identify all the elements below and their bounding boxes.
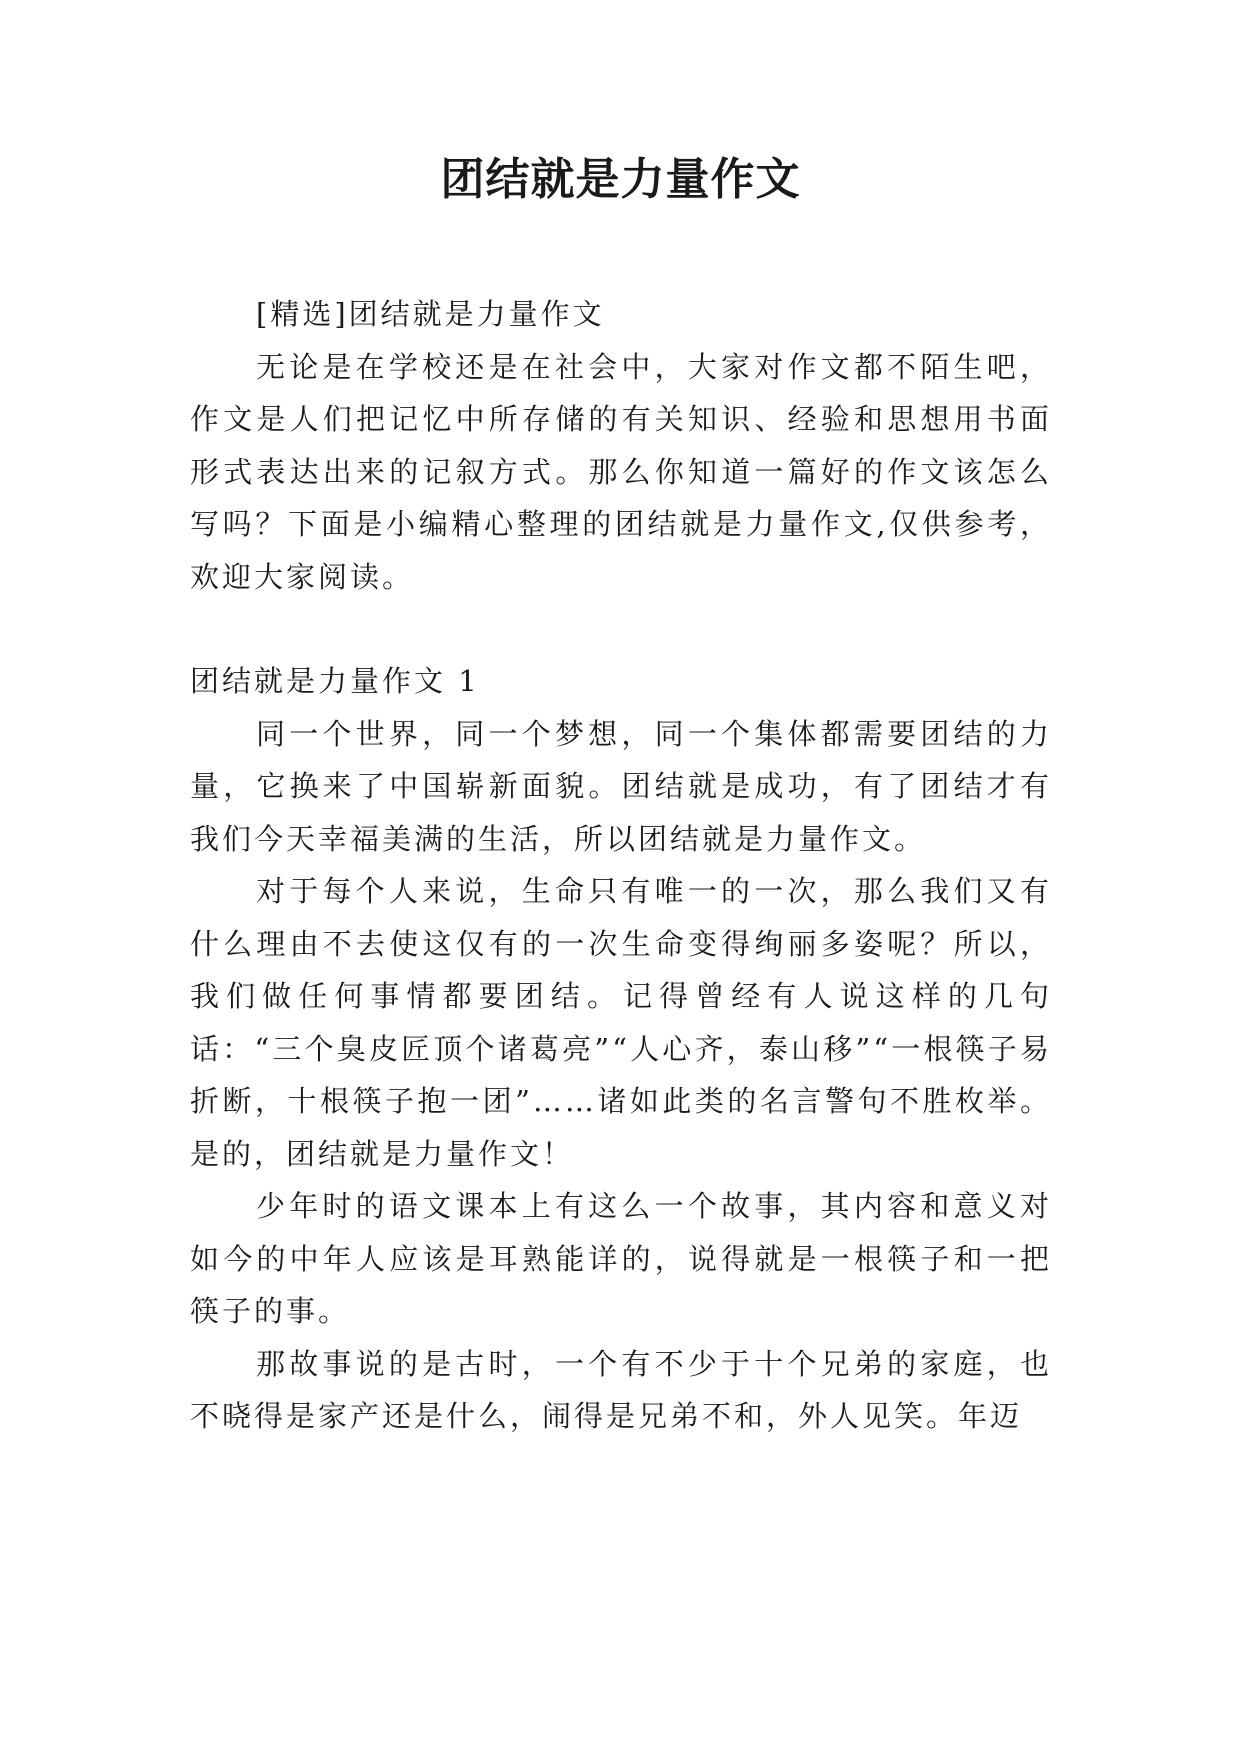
section-gap <box>190 603 1052 655</box>
body-paragraph: 同一个世界，同一个梦想，同一个集体都需要团结的力量，它换来了中国崭新面貌。团结就是成功，有了团结才有我们今天幸福美满的生活，所以团结就是力量作文。 <box>190 716 1052 856</box>
body-paragraph: 少年时的语文课本上有这么一个故事，其内容和意义对如今的中年人应该是耳熟能详的，说得就是一根筷子和一把筷子的事。 <box>190 1189 1052 1328</box>
document-title: 团结就是力量作文 <box>440 154 801 205</box>
intro-paragraph: 无论是在学校还是在社会中，大家对作文都不陌生吧，作文是人们把记忆中所存储的有关知识、经验和思想用书面形式表达出来的记叙方式。那么你知道一篇好的作文该怎么写吗？下面是小编精心整理的团结就是力量作文,仅供参考，欢迎大家阅读。 <box>190 349 1052 594</box>
body-paragraph: 那故事说的是古时，一个有不少于十个兄弟的家庭，也不晓得是家产还是什么，闹得是兄弟不和，外人见笑。年迈 <box>190 1346 1052 1433</box>
document-body <box>190 288 1052 1443</box>
intro-label: [精选]团结就是力量作文 <box>256 297 605 331</box>
body-paragraph: 对于每个人来说，生命只有唯一的一次，那么我们又有什么理由不去使这仅有的一次生命变得绚丽多姿呢？所以，我们做任何事情都要团结。记得曾经有人说这样的几句话：“三个臭皮匠顶个诸葛亮”“人心齐，泰山移”“一根筷子易折断，十根筷子抱一团”……诸如此类的名言警句不胜枚举。是的，团结就是力量作文！ <box>190 874 1052 1171</box>
section-heading: 团结就是力量作文 1 <box>190 664 480 698</box>
